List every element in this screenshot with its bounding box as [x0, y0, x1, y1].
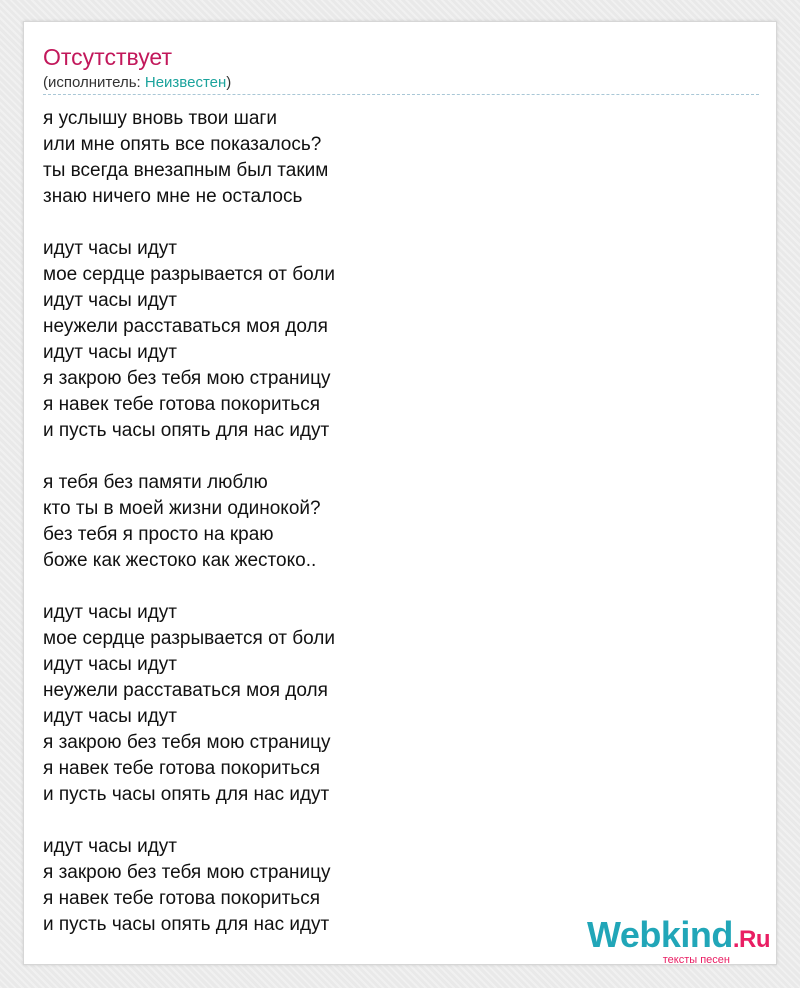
lyric-line: идут часы идут [43, 342, 177, 363]
lyric-line: мое сердце разрывается от боли [43, 628, 335, 649]
lyric-line [43, 574, 335, 600]
lyric-line: идут часы идут [43, 290, 177, 311]
lyric-line: и пусть часы опять для нас идут [43, 420, 330, 441]
lyric-line: ты всегда внезапным был таким [43, 160, 329, 181]
lyric-line: идут часы идут [43, 238, 177, 259]
lyric-line: боже как жестоко как жестоко.. [43, 550, 317, 571]
lyric-line: неужели расставаться моя доля [43, 316, 328, 337]
lyric-line: идут часы идут [43, 602, 177, 623]
title-divider [43, 94, 759, 95]
lyric-line: или мне опять все показалось? [43, 134, 322, 155]
lyric-line: без тебя я просто на краю [43, 524, 274, 545]
site-logo[interactable] [570, 914, 770, 966]
lyric-line: идут часы идут [43, 836, 177, 857]
lyric-line: я услышу вновь твои шаги [43, 108, 277, 129]
lyric-line: я закрою без тебя мою страницу [43, 368, 331, 389]
artist-suffix: ) [226, 74, 232, 91]
lyric-line: я закрою без тебя мою страницу [43, 862, 331, 883]
logo-tagline: тексты песен [662, 954, 730, 966]
lyric-line: знаю ничего мне не осталось [43, 186, 303, 207]
logo-tld: .Ru [732, 926, 770, 953]
lyric-line [43, 808, 335, 834]
lyric-line: я навек тебе готова покориться [43, 758, 320, 779]
artist-line [43, 74, 231, 92]
artist-prefix: (исполнитель: [43, 74, 145, 91]
lyrics-text [43, 106, 335, 938]
lyric-line: я тебя без памяти люблю [43, 472, 268, 493]
song-title: Отсутствует [43, 44, 172, 70]
artist-link[interactable]: Неизвестен [144, 74, 227, 91]
logo-word: Webkind [586, 914, 733, 955]
lyric-line: и пусть часы опять для нас идут [43, 784, 330, 805]
lyric-line: я навек тебе готова покориться [43, 394, 320, 415]
lyric-line: и пусть часы опять для нас идут [43, 914, 330, 935]
lyrics-card [23, 21, 777, 965]
lyric-line: кто ты в моей жизни одинокой? [43, 498, 321, 519]
logo-wordmark [570, 914, 770, 957]
lyric-line [43, 444, 335, 470]
lyric-line: я закрою без тебя мою страницу [43, 732, 331, 753]
lyric-line [43, 210, 335, 236]
lyric-line: идут часы идут [43, 654, 177, 675]
lyric-line: я навек тебе готова покориться [43, 888, 320, 909]
lyric-line: мое сердце разрывается от боли [43, 264, 335, 285]
lyric-line: идут часы идут [43, 706, 177, 727]
lyric-line: неужели расставаться моя доля [43, 680, 328, 701]
